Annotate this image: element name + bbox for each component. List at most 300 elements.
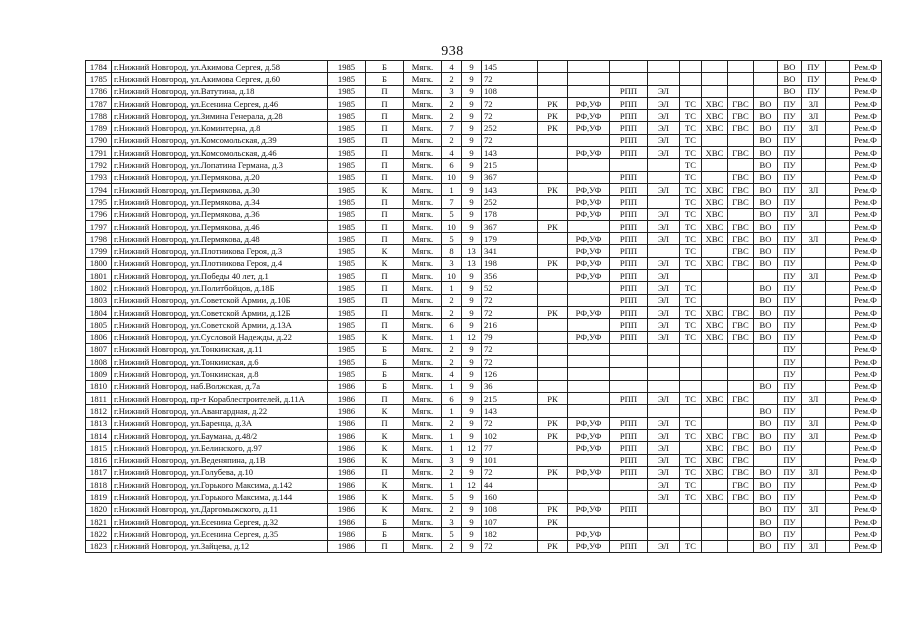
cell-el bbox=[648, 380, 680, 392]
cell-address: г.Нижний Новгород, ул.Пермякова, д.48 bbox=[112, 233, 328, 245]
cell-gvs bbox=[728, 515, 754, 527]
cell-address: г.Нижний Новгород, ул.Есенина Сергея, д.32 bbox=[112, 515, 328, 527]
cell-extra bbox=[826, 466, 850, 478]
cell-extra bbox=[826, 294, 850, 306]
cell-year-built: 1985 bbox=[328, 343, 366, 355]
cell-roof-type: Мягк. bbox=[404, 454, 442, 466]
cell-pu: ВО bbox=[778, 61, 802, 73]
cell-gvs: ГВС bbox=[728, 110, 754, 122]
cell-rf-uf bbox=[568, 171, 610, 183]
cell-vo: ВО bbox=[754, 159, 778, 171]
cell-el bbox=[648, 159, 680, 171]
cell-vo: ВО bbox=[754, 196, 778, 208]
cell-address: г.Нижний Новгород, ул.Сусловой Надежды, д.22 bbox=[112, 331, 328, 343]
cell-flats: 77 bbox=[482, 442, 538, 454]
cell-flats: 178 bbox=[482, 208, 538, 220]
cell-vo: ВО bbox=[754, 528, 778, 540]
cell-el bbox=[648, 196, 680, 208]
cell-vo bbox=[754, 454, 778, 466]
cell-entrances: 10 bbox=[442, 220, 462, 232]
cell-rpp bbox=[610, 479, 648, 491]
cell-roof-type: Мягк. bbox=[404, 208, 442, 220]
cell-rk: РК bbox=[538, 306, 568, 318]
cell-rpp: РПП bbox=[610, 270, 648, 282]
cell-ts: ТС bbox=[680, 134, 702, 146]
cell-rem-f: Рем.Ф bbox=[850, 85, 882, 97]
cell-rem-f: Рем.Ф bbox=[850, 61, 882, 73]
cell-address: г.Нижний Новгород, ул.Пермякова, д.20 bbox=[112, 171, 328, 183]
cell-pu: ПУ bbox=[778, 528, 802, 540]
cell-row-number: 1804 bbox=[86, 306, 112, 318]
cell-rf-uf bbox=[568, 159, 610, 171]
cell-pu: ПУ bbox=[778, 319, 802, 331]
cell-vo: ВО bbox=[754, 491, 778, 503]
cell-zl bbox=[802, 343, 826, 355]
table-row bbox=[86, 294, 882, 306]
cell-rem-f: Рем.Ф bbox=[850, 282, 882, 294]
cell-roof-type: Мягк. bbox=[404, 147, 442, 159]
cell-row-number: 1806 bbox=[86, 331, 112, 343]
cell-wall-type: Б bbox=[366, 368, 404, 380]
cell-rem-f: Рем.Ф bbox=[850, 233, 882, 245]
cell-entrances: 2 bbox=[442, 356, 462, 368]
table-row bbox=[86, 245, 882, 257]
cell-flats: 215 bbox=[482, 393, 538, 405]
cell-ts bbox=[680, 343, 702, 355]
cell-extra bbox=[826, 220, 850, 232]
cell-rem-f: Рем.Ф bbox=[850, 429, 882, 441]
cell-rem-f: Рем.Ф bbox=[850, 245, 882, 257]
cell-pu: ПУ bbox=[778, 294, 802, 306]
cell-rk bbox=[538, 270, 568, 282]
cell-rf-uf bbox=[568, 491, 610, 503]
cell-rf-uf: РФ,УФ bbox=[568, 528, 610, 540]
cell-roof-type: Мягк. bbox=[404, 380, 442, 392]
cell-entrances: 4 bbox=[442, 61, 462, 73]
cell-rf-uf bbox=[568, 220, 610, 232]
cell-row-number: 1801 bbox=[86, 270, 112, 282]
cell-year-built: 1985 bbox=[328, 147, 366, 159]
cell-rk: РК bbox=[538, 393, 568, 405]
cell-rf-uf: РФ,УФ bbox=[568, 245, 610, 257]
cell-rem-f: Рем.Ф bbox=[850, 122, 882, 134]
cell-rk bbox=[538, 245, 568, 257]
cell-pu: ПУ bbox=[778, 233, 802, 245]
cell-hvs: ХВС bbox=[702, 454, 728, 466]
cell-pu: ПУ bbox=[778, 393, 802, 405]
cell-roof-type: Мягк. bbox=[404, 282, 442, 294]
cell-flats: 341 bbox=[482, 245, 538, 257]
cell-flats: 52 bbox=[482, 282, 538, 294]
cell-address: г.Нижний Новгород, ул.Белинского, д.97 bbox=[112, 442, 328, 454]
cell-ts bbox=[680, 528, 702, 540]
cell-extra bbox=[826, 368, 850, 380]
cell-hvs bbox=[702, 61, 728, 73]
cell-zl: ЗЛ bbox=[802, 183, 826, 195]
cell-year-built: 1985 bbox=[328, 159, 366, 171]
cell-ts: ТС bbox=[680, 171, 702, 183]
cell-row-number: 1812 bbox=[86, 405, 112, 417]
cell-floors: 9 bbox=[462, 282, 482, 294]
cell-rem-f: Рем.Ф bbox=[850, 196, 882, 208]
cell-floors: 13 bbox=[462, 245, 482, 257]
cell-vo: ВО bbox=[754, 306, 778, 318]
cell-ts: ТС bbox=[680, 233, 702, 245]
cell-wall-type: К bbox=[366, 479, 404, 491]
cell-roof-type: Мягк. bbox=[404, 122, 442, 134]
cell-year-built: 1986 bbox=[328, 466, 366, 478]
cell-gvs: ГВС bbox=[728, 429, 754, 441]
cell-address: г.Нижний Новгород, ул.Тонкинская, д.8 bbox=[112, 368, 328, 380]
cell-el: ЭЛ bbox=[648, 147, 680, 159]
cell-rem-f: Рем.Ф bbox=[850, 331, 882, 343]
cell-floors: 9 bbox=[462, 147, 482, 159]
cell-extra bbox=[826, 356, 850, 368]
cell-pu: ПУ bbox=[778, 122, 802, 134]
cell-roof-type: Мягк. bbox=[404, 306, 442, 318]
cell-address: г.Нижний Новгород, ул.Есенина Сергея, д.46 bbox=[112, 97, 328, 109]
cell-zl: ЗЛ bbox=[802, 270, 826, 282]
cell-year-built: 1986 bbox=[328, 380, 366, 392]
cell-flats: 143 bbox=[482, 405, 538, 417]
cell-flats: 216 bbox=[482, 319, 538, 331]
cell-rem-f: Рем.Ф bbox=[850, 356, 882, 368]
cell-vo bbox=[754, 343, 778, 355]
cell-extra bbox=[826, 380, 850, 392]
cell-address: г.Нижний Новгород, ул.Пермякова, д.34 bbox=[112, 196, 328, 208]
cell-hvs bbox=[702, 356, 728, 368]
cell-pu: ПУ bbox=[778, 159, 802, 171]
cell-year-built: 1986 bbox=[328, 417, 366, 429]
cell-wall-type: П bbox=[366, 97, 404, 109]
cell-row-number: 1789 bbox=[86, 122, 112, 134]
cell-wall-type: П bbox=[366, 122, 404, 134]
cell-zl: ЗЛ bbox=[802, 122, 826, 134]
cell-rk bbox=[538, 528, 568, 540]
cell-extra bbox=[826, 245, 850, 257]
cell-wall-type: К bbox=[366, 405, 404, 417]
cell-year-built: 1985 bbox=[328, 368, 366, 380]
table-row bbox=[86, 442, 882, 454]
cell-flats: 143 bbox=[482, 147, 538, 159]
cell-el: ЭЛ bbox=[648, 442, 680, 454]
cell-year-built: 1985 bbox=[328, 196, 366, 208]
cell-hvs bbox=[702, 159, 728, 171]
cell-zl bbox=[802, 380, 826, 392]
cell-zl bbox=[802, 282, 826, 294]
cell-rk: РК bbox=[538, 220, 568, 232]
cell-extra bbox=[826, 233, 850, 245]
cell-flats: 252 bbox=[482, 122, 538, 134]
cell-gvs: ГВС bbox=[728, 97, 754, 109]
cell-extra bbox=[826, 159, 850, 171]
cell-year-built: 1986 bbox=[328, 540, 366, 552]
cell-zl bbox=[802, 306, 826, 318]
cell-rem-f: Рем.Ф bbox=[850, 294, 882, 306]
cell-year-built: 1986 bbox=[328, 528, 366, 540]
cell-roof-type: Мягк. bbox=[404, 257, 442, 269]
cell-rpp bbox=[610, 380, 648, 392]
cell-pu: ПУ bbox=[778, 343, 802, 355]
table-row bbox=[86, 147, 882, 159]
cell-rf-uf bbox=[568, 85, 610, 97]
cell-wall-type: П bbox=[366, 196, 404, 208]
cell-zl: ЗЛ bbox=[802, 540, 826, 552]
cell-roof-type: Мягк. bbox=[404, 540, 442, 552]
cell-pu: ПУ bbox=[778, 208, 802, 220]
table-row bbox=[86, 319, 882, 331]
cell-el: ЭЛ bbox=[648, 491, 680, 503]
cell-year-built: 1985 bbox=[328, 245, 366, 257]
table-row bbox=[86, 183, 882, 195]
table-row bbox=[86, 479, 882, 491]
cell-zl bbox=[802, 257, 826, 269]
cell-ts: ТС bbox=[680, 97, 702, 109]
cell-zl bbox=[802, 528, 826, 540]
cell-el: ЭЛ bbox=[648, 183, 680, 195]
cell-row-number: 1803 bbox=[86, 294, 112, 306]
cell-rem-f: Рем.Ф bbox=[850, 393, 882, 405]
cell-rk bbox=[538, 134, 568, 146]
cell-address: г.Нижний Новгород, ул.Баумана, д.48/2 bbox=[112, 429, 328, 441]
cell-year-built: 1985 bbox=[328, 306, 366, 318]
cell-rpp bbox=[610, 73, 648, 85]
cell-ts bbox=[680, 270, 702, 282]
cell-vo bbox=[754, 270, 778, 282]
cell-zl bbox=[802, 331, 826, 343]
cell-entrances: 5 bbox=[442, 208, 462, 220]
cell-floors: 9 bbox=[462, 134, 482, 146]
cell-floors: 9 bbox=[462, 466, 482, 478]
cell-rk: РК bbox=[538, 540, 568, 552]
cell-rk bbox=[538, 491, 568, 503]
cell-row-number: 1818 bbox=[86, 479, 112, 491]
cell-wall-type: П bbox=[366, 208, 404, 220]
cell-rk bbox=[538, 85, 568, 97]
cell-rpp: РПП bbox=[610, 417, 648, 429]
cell-el bbox=[648, 61, 680, 73]
cell-zl: ЗЛ bbox=[802, 233, 826, 245]
cell-rpp bbox=[610, 356, 648, 368]
cell-row-number: 1808 bbox=[86, 356, 112, 368]
cell-address: г.Нижний Новгород, ул.Лопатина Германа, д.3 bbox=[112, 159, 328, 171]
cell-rk bbox=[538, 442, 568, 454]
cell-pu: ПУ bbox=[778, 368, 802, 380]
cell-rem-f: Рем.Ф bbox=[850, 208, 882, 220]
cell-gvs: ГВС bbox=[728, 442, 754, 454]
cell-ts bbox=[680, 368, 702, 380]
table-row bbox=[86, 306, 882, 318]
cell-gvs bbox=[728, 208, 754, 220]
cell-year-built: 1986 bbox=[328, 405, 366, 417]
cell-pu: ВО bbox=[778, 73, 802, 85]
cell-pu: ПУ bbox=[778, 245, 802, 257]
cell-address: г.Нижний Новгород, ул.Голубева, д.10 bbox=[112, 466, 328, 478]
cell-rf-uf bbox=[568, 282, 610, 294]
cell-rpp bbox=[610, 515, 648, 527]
cell-roof-type: Мягк. bbox=[404, 110, 442, 122]
cell-roof-type: Мягк. bbox=[404, 343, 442, 355]
cell-vo: ВО bbox=[754, 245, 778, 257]
cell-address: г.Нижний Новгород, ул.Пермякова, д.30 bbox=[112, 183, 328, 195]
cell-pu: ПУ bbox=[778, 417, 802, 429]
cell-ts: ТС bbox=[680, 183, 702, 195]
cell-wall-type: Б bbox=[366, 61, 404, 73]
table-row bbox=[86, 368, 882, 380]
cell-zl bbox=[802, 147, 826, 159]
cell-vo: ВО bbox=[754, 479, 778, 491]
cell-wall-type: П bbox=[366, 171, 404, 183]
cell-ts bbox=[680, 73, 702, 85]
cell-rpp bbox=[610, 368, 648, 380]
cell-address: г.Нижний Новгород, ул.Пермякова, д.46 bbox=[112, 220, 328, 232]
cell-floors: 9 bbox=[462, 220, 482, 232]
cell-ts bbox=[680, 515, 702, 527]
cell-rpp bbox=[610, 528, 648, 540]
table-row bbox=[86, 270, 882, 282]
cell-wall-type: К bbox=[366, 454, 404, 466]
cell-zl bbox=[802, 134, 826, 146]
cell-ts bbox=[680, 85, 702, 97]
cell-zl bbox=[802, 196, 826, 208]
cell-year-built: 1985 bbox=[328, 257, 366, 269]
cell-roof-type: Мягк. bbox=[404, 61, 442, 73]
cell-row-number: 1811 bbox=[86, 393, 112, 405]
cell-floors: 9 bbox=[462, 208, 482, 220]
table-row bbox=[86, 171, 882, 183]
cell-rem-f: Рем.Ф bbox=[850, 479, 882, 491]
cell-el bbox=[648, 73, 680, 85]
cell-year-built: 1985 bbox=[328, 220, 366, 232]
cell-zl bbox=[802, 220, 826, 232]
cell-gvs bbox=[728, 73, 754, 85]
cell-address: г.Нижний Новгород, ул.Советской Армии, д.12Б bbox=[112, 306, 328, 318]
table-row bbox=[86, 466, 882, 478]
cell-hvs bbox=[702, 294, 728, 306]
cell-floors: 9 bbox=[462, 294, 482, 306]
cell-rk: РК bbox=[538, 417, 568, 429]
cell-rem-f: Рем.Ф bbox=[850, 159, 882, 171]
cell-pu: ВО bbox=[778, 85, 802, 97]
cell-year-built: 1985 bbox=[328, 97, 366, 109]
cell-flats: 72 bbox=[482, 306, 538, 318]
cell-gvs: ГВС bbox=[728, 319, 754, 331]
cell-extra bbox=[826, 442, 850, 454]
cell-floors: 9 bbox=[462, 183, 482, 195]
cell-entrances: 2 bbox=[442, 540, 462, 552]
cell-floors: 9 bbox=[462, 393, 482, 405]
cell-rf-uf: РФ,УФ bbox=[568, 466, 610, 478]
cell-row-number: 1799 bbox=[86, 245, 112, 257]
cell-entrances: 5 bbox=[442, 491, 462, 503]
cell-address: г.Нижний Новгород, пр-т Кораблестроителей, д.11А bbox=[112, 393, 328, 405]
cell-wall-type: К bbox=[366, 491, 404, 503]
cell-el: ЭЛ bbox=[648, 282, 680, 294]
cell-rk bbox=[538, 61, 568, 73]
cell-address: г.Нижний Новгород, ул.Плотникова Героя, д.4 bbox=[112, 257, 328, 269]
cell-year-built: 1985 bbox=[328, 233, 366, 245]
cell-extra bbox=[826, 429, 850, 441]
cell-hvs bbox=[702, 515, 728, 527]
cell-hvs bbox=[702, 171, 728, 183]
cell-rk bbox=[538, 294, 568, 306]
cell-vo bbox=[754, 85, 778, 97]
cell-roof-type: Мягк. bbox=[404, 429, 442, 441]
cell-zl: ПУ bbox=[802, 61, 826, 73]
cell-extra bbox=[826, 134, 850, 146]
cell-wall-type: П bbox=[366, 85, 404, 97]
cell-extra bbox=[826, 331, 850, 343]
cell-gvs: ГВС bbox=[728, 491, 754, 503]
cell-rf-uf: РФ,УФ bbox=[568, 503, 610, 515]
cell-floors: 12 bbox=[462, 479, 482, 491]
cell-roof-type: Мягк. bbox=[404, 479, 442, 491]
cell-zl: ЗЛ bbox=[802, 429, 826, 441]
cell-vo: ВО bbox=[754, 208, 778, 220]
table-row bbox=[86, 429, 882, 441]
cell-row-number: 1822 bbox=[86, 528, 112, 540]
cell-gvs: ГВС bbox=[728, 393, 754, 405]
cell-year-built: 1986 bbox=[328, 515, 366, 527]
cell-row-number: 1796 bbox=[86, 208, 112, 220]
cell-year-built: 1985 bbox=[328, 73, 366, 85]
cell-rem-f: Рем.Ф bbox=[850, 368, 882, 380]
cell-vo bbox=[754, 356, 778, 368]
cell-gvs: ГВС bbox=[728, 331, 754, 343]
cell-address: г.Нижний Новгород, ул.Советской Армии, д.13А bbox=[112, 319, 328, 331]
cell-rk: РК bbox=[538, 257, 568, 269]
cell-rf-uf bbox=[568, 356, 610, 368]
cell-flats: 367 bbox=[482, 171, 538, 183]
cell-rf-uf: РФ,УФ bbox=[568, 183, 610, 195]
cell-wall-type: Б bbox=[366, 343, 404, 355]
cell-rk: РК bbox=[538, 97, 568, 109]
cell-flats: 179 bbox=[482, 233, 538, 245]
cell-rem-f: Рем.Ф bbox=[850, 343, 882, 355]
cell-flats: 102 bbox=[482, 429, 538, 441]
cell-rk bbox=[538, 196, 568, 208]
cell-floors: 9 bbox=[462, 122, 482, 134]
cell-rem-f: Рем.Ф bbox=[850, 97, 882, 109]
cell-entrances: 2 bbox=[442, 503, 462, 515]
cell-ts: ТС bbox=[680, 479, 702, 491]
cell-rf-uf: РФ,УФ bbox=[568, 257, 610, 269]
cell-rpp: РПП bbox=[610, 294, 648, 306]
cell-ts: ТС bbox=[680, 122, 702, 134]
cell-pu: ПУ bbox=[778, 306, 802, 318]
cell-rem-f: Рем.Ф bbox=[850, 380, 882, 392]
cell-el bbox=[648, 515, 680, 527]
cell-entrances: 3 bbox=[442, 515, 462, 527]
cell-pu: ПУ bbox=[778, 270, 802, 282]
cell-pu: ПУ bbox=[778, 515, 802, 527]
cell-zl bbox=[802, 442, 826, 454]
cell-address: г.Нижний Новгород, ул.Плотникова Героя, д.3 bbox=[112, 245, 328, 257]
cell-el: ЭЛ bbox=[648, 306, 680, 318]
cell-floors: 9 bbox=[462, 515, 482, 527]
cell-year-built: 1985 bbox=[328, 134, 366, 146]
cell-pu: ПУ bbox=[778, 171, 802, 183]
cell-entrances: 1 bbox=[442, 380, 462, 392]
cell-address: г.Нижний Новгород, ул.Ватутина, д.18 bbox=[112, 85, 328, 97]
cell-rf-uf bbox=[568, 405, 610, 417]
cell-vo bbox=[754, 61, 778, 73]
cell-rk: РК bbox=[538, 503, 568, 515]
cell-year-built: 1985 bbox=[328, 122, 366, 134]
cell-rf-uf bbox=[568, 61, 610, 73]
cell-rf-uf: РФ,УФ bbox=[568, 331, 610, 343]
cell-hvs bbox=[702, 540, 728, 552]
